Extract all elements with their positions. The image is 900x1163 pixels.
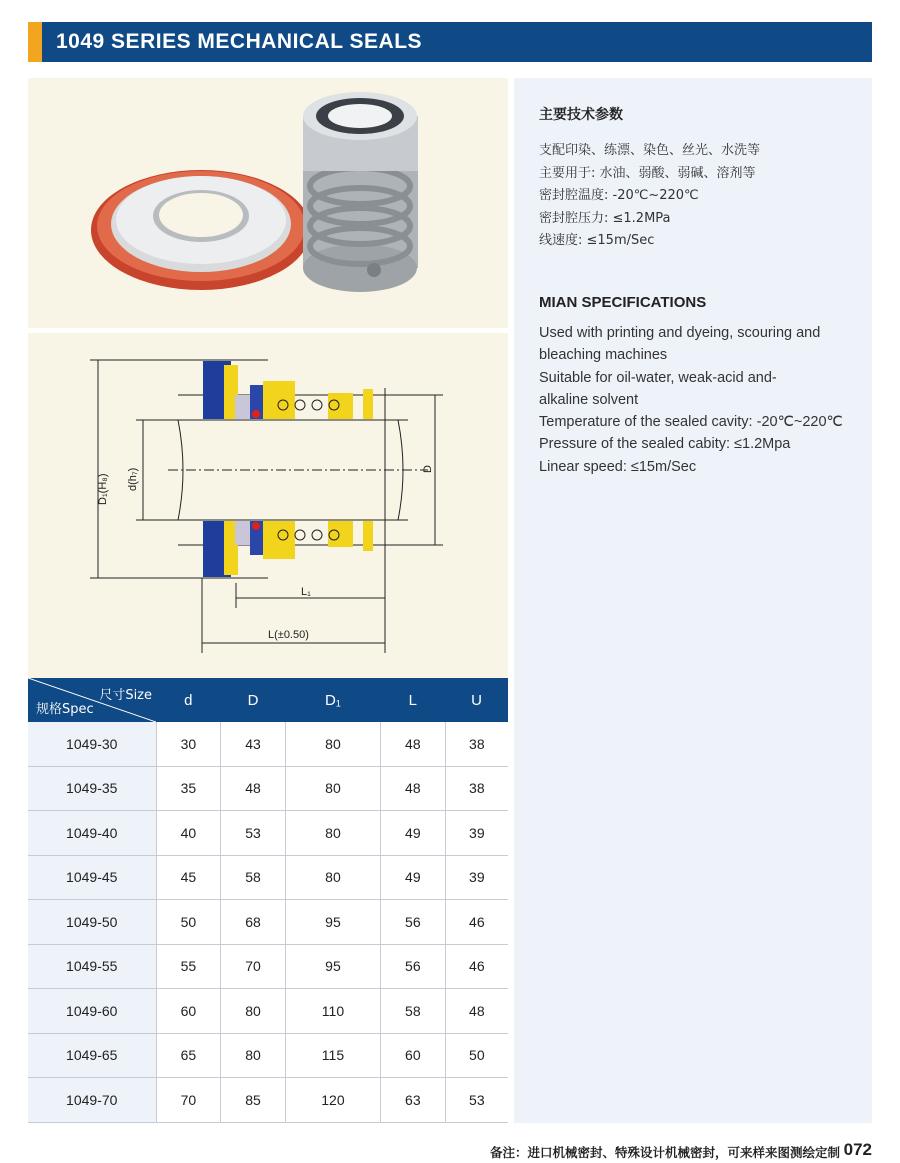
model-cell: 1049-55 bbox=[28, 944, 156, 989]
table-cell: 80 bbox=[285, 855, 380, 900]
table-cell: 35 bbox=[156, 766, 221, 811]
en-spec-line: bleaching machines bbox=[539, 347, 668, 364]
column-header: D bbox=[221, 678, 286, 722]
specifications-panel bbox=[514, 78, 872, 1123]
table-cell: 85 bbox=[221, 1078, 286, 1123]
en-spec-list bbox=[539, 322, 843, 478]
model-cell: 1049-70 bbox=[28, 1078, 156, 1123]
dimension-diagram-panel bbox=[28, 333, 508, 678]
table-cell: 48 bbox=[445, 989, 508, 1034]
en-spec-line: Suitable for oil-water, weak-acid and- bbox=[539, 369, 777, 386]
table-header-row bbox=[28, 678, 508, 722]
cn-spec-line: 线速度: ≤15m/Sec bbox=[539, 233, 655, 248]
seal-dimension-diagram bbox=[28, 333, 508, 678]
table-cell: 40 bbox=[156, 811, 221, 856]
product-photo bbox=[28, 78, 508, 328]
model-cell: 1049-65 bbox=[28, 1033, 156, 1078]
diagram-label-d: d(h₇) bbox=[127, 467, 139, 491]
column-header: D₁ bbox=[285, 678, 380, 722]
table-cell: 120 bbox=[285, 1078, 380, 1123]
en-spec-line: Temperature of the sealed cavity: -20℃~220℃ bbox=[539, 414, 843, 431]
cn-spec-line: 支配印染、练漂、染色、丝光、水洗等 bbox=[539, 143, 761, 158]
table-row bbox=[28, 766, 508, 811]
en-spec-line: Used with printing and dyeing, scouring and bbox=[539, 325, 821, 341]
table-cell: 80 bbox=[221, 1033, 286, 1078]
table-corner-header bbox=[28, 678, 156, 722]
column-header: d bbox=[156, 678, 221, 722]
table-cell: 56 bbox=[380, 900, 445, 945]
table-cell: 95 bbox=[285, 944, 380, 989]
table-cell: 110 bbox=[285, 989, 380, 1034]
column-header: L bbox=[380, 678, 445, 722]
diagram-label-L1: L₁ bbox=[301, 586, 311, 598]
footer-note: 备注：进口机械密封、特殊设计机械密封，可来样来图测绘定制 bbox=[489, 1145, 840, 1160]
corner-label-spec: 规格Spec bbox=[36, 702, 94, 717]
table-cell: 60 bbox=[156, 989, 221, 1034]
cn-spec-line: 密封腔压力: ≤1.2MPa bbox=[539, 210, 671, 226]
size-spec-table bbox=[28, 678, 508, 1123]
table-cell: 63 bbox=[380, 1078, 445, 1123]
cn-spec-title: 主要技术参数 bbox=[539, 107, 623, 123]
product-photo-panel bbox=[28, 78, 508, 328]
header-accent-bar bbox=[28, 22, 42, 62]
table-cell: 80 bbox=[285, 811, 380, 856]
table-cell: 46 bbox=[445, 944, 508, 989]
model-cell: 1049-40 bbox=[28, 811, 156, 856]
table-cell: 48 bbox=[221, 766, 286, 811]
table-cell: 53 bbox=[221, 811, 286, 856]
column-header: U bbox=[445, 678, 508, 722]
table-cell: 48 bbox=[380, 722, 445, 766]
table-cell: 50 bbox=[445, 1033, 508, 1078]
model-cell: 1049-35 bbox=[28, 766, 156, 811]
table-cell: 115 bbox=[285, 1033, 380, 1078]
table-cell: 49 bbox=[380, 811, 445, 856]
model-cell: 1049-30 bbox=[28, 722, 156, 766]
table-cell: 30 bbox=[156, 722, 221, 766]
table-cell: 56 bbox=[380, 944, 445, 989]
en-spec-line: Linear speed: ≤15m/Sec bbox=[539, 458, 697, 475]
table-cell: 70 bbox=[221, 944, 286, 989]
en-spec-line: alkaline solvent bbox=[539, 391, 639, 408]
table-cell: 68 bbox=[221, 900, 286, 945]
table-cell: 95 bbox=[285, 900, 380, 945]
table-cell: 39 bbox=[445, 811, 508, 856]
model-cell: 1049-50 bbox=[28, 900, 156, 945]
table-cell: 48 bbox=[380, 766, 445, 811]
page-number: 072 bbox=[843, 1140, 872, 1159]
table-cell: 49 bbox=[380, 855, 445, 900]
table-row bbox=[28, 1078, 508, 1123]
table-cell: 38 bbox=[445, 722, 508, 766]
table-cell: 60 bbox=[380, 1033, 445, 1078]
cn-spec-line: 主要用于: 水油、弱酸、弱碱、溶剂等 bbox=[539, 165, 756, 181]
page-header bbox=[28, 22, 872, 62]
table-cell: 70 bbox=[156, 1078, 221, 1123]
table-cell: 65 bbox=[156, 1033, 221, 1078]
table-row bbox=[28, 900, 508, 945]
model-cell: 1049-60 bbox=[28, 989, 156, 1034]
table-row bbox=[28, 811, 508, 856]
diagram-label-d1: D₁(H₈) bbox=[97, 473, 109, 505]
table-row bbox=[28, 1033, 508, 1078]
en-spec-title: MIAN SPECIFICATIONS bbox=[539, 294, 707, 311]
cn-spec-line: 密封腔温度: -20℃~220℃ bbox=[539, 188, 699, 203]
page-title: 1049 SERIES MECHANICAL SEALS bbox=[56, 30, 423, 53]
table-cell: 58 bbox=[380, 989, 445, 1034]
table-cell: 46 bbox=[445, 900, 508, 945]
table-cell: 39 bbox=[445, 855, 508, 900]
corner-label-size: 尺寸Size bbox=[99, 688, 152, 703]
table-cell: 80 bbox=[221, 989, 286, 1034]
en-spec-line: Pressure of the sealed cabity: ≤1.2Mpa bbox=[539, 436, 791, 453]
table-cell: 38 bbox=[445, 766, 508, 811]
table-cell: 43 bbox=[221, 722, 286, 766]
table-cell: 58 bbox=[221, 855, 286, 900]
diagram-label-L: L(±0.50) bbox=[268, 629, 309, 641]
table-row bbox=[28, 989, 508, 1034]
table-row bbox=[28, 944, 508, 989]
model-cell: 1049-45 bbox=[28, 855, 156, 900]
diagram-label-D: D bbox=[422, 465, 434, 473]
cn-spec-list bbox=[539, 140, 760, 253]
table-cell: 55 bbox=[156, 944, 221, 989]
table-row bbox=[28, 722, 508, 766]
table-cell: 45 bbox=[156, 855, 221, 900]
table-body bbox=[28, 722, 508, 1122]
table-cell: 80 bbox=[285, 766, 380, 811]
table-row bbox=[28, 855, 508, 900]
table-cell: 80 bbox=[285, 722, 380, 766]
table-cell: 53 bbox=[445, 1078, 508, 1123]
table-cell: 50 bbox=[156, 900, 221, 945]
